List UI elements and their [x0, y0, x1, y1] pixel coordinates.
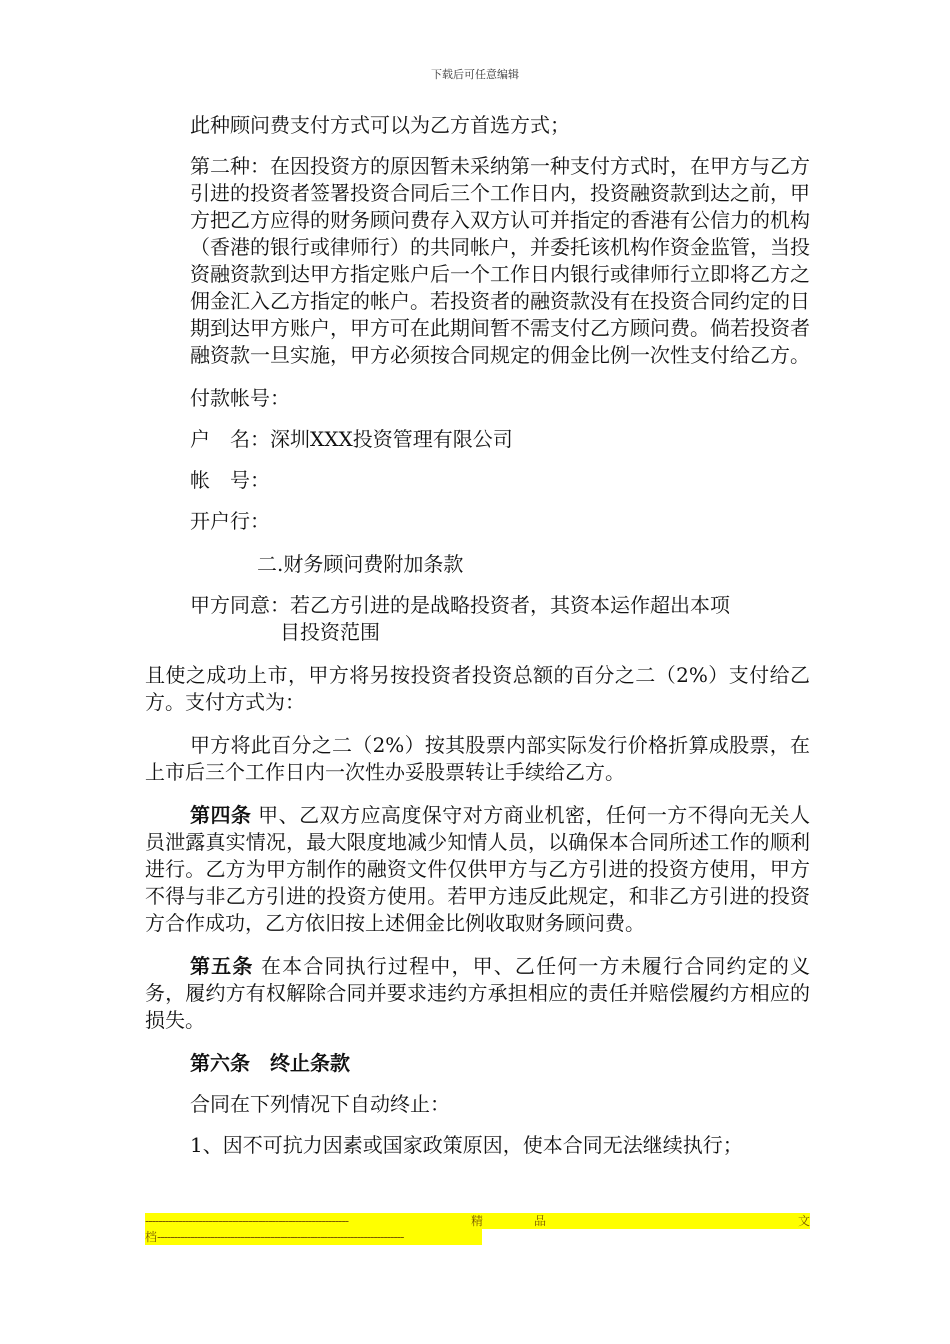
second-method-text: 第二种：在因投资方的原因暂未采纳第一种支付方式时，在甲方与乙方引进的投资者签署投资合同后三个工作日内，投资融资款到达之前，甲方把乙方应得的财务顾问费存入双方认可并指定的香港有公信力的机构（香港的银行或律师行）的共同帐户，并委托该机构作资金监管，当投资融资款到达甲方指定账户后一个工作日内银行或律师行立即将乙方之佣金汇入乙方指定的帐户。若投资者的融资款没有在投资合同约定的日期到达甲方账户，甲方可在此期间暂不需支付乙方顾问费。倘若投资者融资款一旦实施，甲方必须按合同规定的佣金比例一次性支付给乙方。 [190, 154, 810, 367]
document-body [145, 112, 810, 1159]
agree-line-1: 甲方同意：若乙方引进的是战略投资者，其资本运作超出本项 [190, 593, 730, 617]
termination-item-1: 1、因不可抗力因素或国家政策原因，使本合同无法继续执行； [190, 1133, 743, 1157]
paragraph-listing: 且使之成功上市，甲方将另按投资者投资总额的百分之二（2%）支付给乙方。支付方式为： [145, 663, 810, 714]
paragraph-stock-conversion: 甲方将此百分之二（2%）按其股票内部实际发行价格折算成股票，在上市后三个工作日内一次性办妥股票转让手续给乙方。 [145, 733, 810, 784]
footer-spacer [597, 1213, 747, 1229]
paragraph-payment-method: 此种顾问费支付方式可以为乙方首选方式； [190, 113, 570, 137]
footer-char-3: 文 [797, 1214, 810, 1228]
footer-row-2 [145, 1229, 482, 1245]
account-name: 户 名：深圳XXX投资管理有限公司 [190, 427, 513, 451]
bank-name: 开户行： [190, 509, 270, 533]
paragraph-second-method [145, 153, 810, 369]
section2-title: 二.财务顾问费附加条款 [257, 552, 464, 576]
termination-intro: 合同在下列情况下自动终止： [190, 1092, 450, 1116]
footer-row-1 [145, 1213, 810, 1229]
article-5-text: 在本合同执行过程中，甲、乙任何一方未履行合同约定的义务，履约方有权解除合同并要求违约方承担相应的责任并赔偿履约方相应的损失。 [145, 954, 811, 1032]
article-5-title: 第五条 [190, 954, 254, 978]
footer-dashes-1: ------------------------------------------------------------- [145, 1214, 349, 1228]
page-footer [145, 1213, 810, 1245]
page-header: 下载后可任意编辑 [431, 68, 519, 81]
article-6-title: 第六条 终止条款 [190, 1051, 350, 1075]
footer-char-4: 档 [145, 1230, 158, 1244]
footer-dashes-2: -------------------------------------------------------------------------- [157, 1230, 404, 1244]
article-4-title: 第四条 [190, 803, 252, 827]
footer-char-1: 精 [470, 1214, 483, 1228]
account-number: 帐 号： [190, 468, 270, 492]
agree-line-2: 目投资范围 [280, 620, 380, 644]
footer-char-2: 品 [533, 1214, 546, 1228]
article-5 [145, 953, 810, 1034]
article-4-text: 甲、乙双方应高度保守对方商业机密，任何一方不得向无关人员泄露真实情况，最大限度地减少知情人员，以确保本合同所述工作的顺利进行。乙方为甲方制作的融资文件仅供甲方与乙方引进的投资方使用，甲方不得与非乙方引进的投资方使用。若甲方违反此规定，和非乙方引进的投资方合作成功，乙方依旧按上述佣金比例收取财务顾问费。 [145, 803, 811, 935]
article-4 [145, 802, 810, 937]
payment-account-label: 付款帐号： [190, 386, 290, 410]
